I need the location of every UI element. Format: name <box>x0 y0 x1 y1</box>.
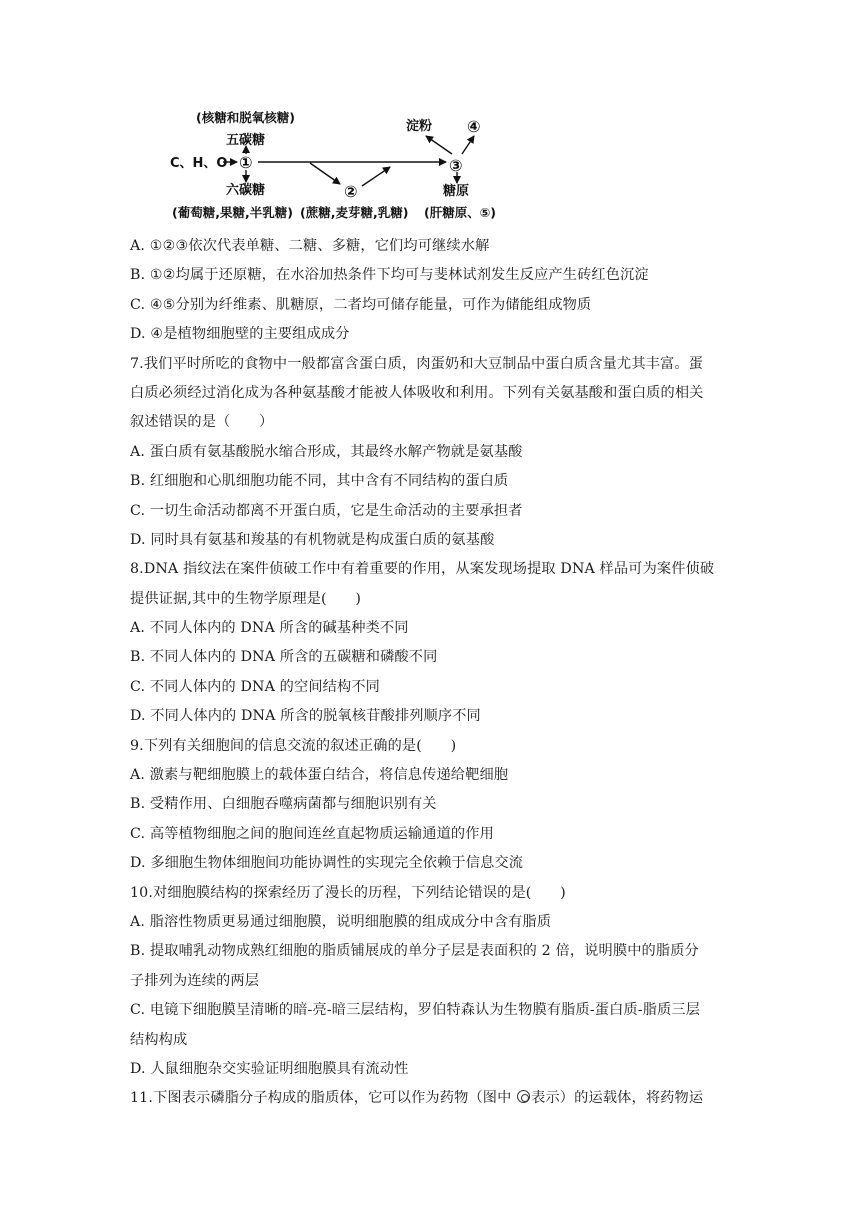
drug-symbol-icon <box>517 1090 530 1103</box>
text-line: B. 受精作用、白细胞吞噬病菌都与细胞识别有关 <box>130 796 437 813</box>
text-line: C. 电镜下细胞膜呈清晰的暗-亮-暗三层结构，罗伯特森认为生物膜有脂质-蛋白质-脂质三层 <box>130 1002 701 1019</box>
last-line-after: 表示）的运载体，将药物运 <box>531 1090 704 1107</box>
carbohydrate-diagram <box>160 104 520 226</box>
text-line: B. 提取哺乳动物成熟红细胞的脂质铺展成的单分子层是表面积的 2 倍，说明膜中的脂质分 <box>130 943 699 960</box>
text-line: 白质必须经过消化成为各种氨基酸才能被人体吸收和利用。下列有关氨基酸和蛋白质的相关 <box>130 384 704 401</box>
diagram-glycogen: 糖原 <box>443 184 470 199</box>
text-line: D. 多细胞生物体细胞间功能协调性的实现完全依赖于信息交流 <box>130 855 524 872</box>
text-line: A. ①②③依次代表单糖、二糖、多糖，它们均可继续水解 <box>130 238 490 254</box>
arrow-3-to-starch <box>426 136 452 154</box>
arrow-2-to-3 <box>362 167 390 186</box>
last-line-before: 11.下图表示磷脂分子构成的脂质体，它可以作为药物（图中 <box>130 1090 517 1107</box>
diagram-starch: 淀粉 <box>406 119 433 134</box>
text-line: C. 不同人体内的 DNA 的空间结构不同 <box>130 678 381 695</box>
text-line: 叙述错误的是（ ） <box>130 414 274 431</box>
diagram-hexose-examples: (葡萄糖,果糖,半乳糖) <box>172 205 293 220</box>
text-line: A. 蛋白质有氨基酸脱水缩合形成，其最终水解产物就是氨基酸 <box>130 443 523 460</box>
text-line: C. 高等植物细胞之间的胞间连丝直起物质运输通道的作用 <box>130 825 494 842</box>
text-line-last <box>130 1084 735 1113</box>
diagram-pentose: 五碳糖 <box>226 133 266 148</box>
text-line: 10.对细胞膜结构的探索经历了漫长的历程，下列结论错误的是( ) <box>130 884 566 901</box>
text-line: 8.DNA 指纹法在案件侦破工作中有着重要的作用，从案发现场提取 DNA 样品可为案件侦破 <box>130 561 715 578</box>
text-line: 7.我们平时所吃的食物中一般都富含蛋白质，肉蛋奶和大豆制品中蛋白质含量尤其丰富。蛋 <box>130 355 704 372</box>
diagram-elements: C、H、O <box>170 156 228 171</box>
text-line: 子排列为连续的两层 <box>130 972 260 989</box>
diagram-node-1: ① <box>239 153 253 172</box>
diagram-node-2: ② <box>344 182 358 201</box>
text-line: A. 不同人体内的 DNA 所含的碱基种类不同 <box>130 620 409 637</box>
text-line: D. ④是植物细胞壁的主要组成成分 <box>130 326 350 343</box>
text-line: B. ①②均属于还原糖，在水浴加热条件下均可与斐林试剂发生反应产生砖红色沉淀 <box>130 267 649 284</box>
text-line: 提供证据,其中的生物学原理是( ) <box>130 590 362 607</box>
arrow-1-to-2 <box>310 163 340 184</box>
text-line: B. 红细胞和心肌细胞功能不同，其中含有不同结构的蛋白质 <box>130 473 509 490</box>
text-line: 结构构成 <box>130 1031 188 1048</box>
arrow-3-to-4 <box>462 136 474 154</box>
text-line: C. ④⑤分别为纤维素、肌糖原，二者均可储存能量，可作为储能组成物质 <box>130 296 592 313</box>
question-text <box>130 232 735 1114</box>
text-line: C. 一切生命活动都离不开蛋白质，它是生命活动的主要承担者 <box>130 502 523 519</box>
text-line: A. 脂溶性物质更易通过细胞膜，说明细胞膜的组成成分中含有脂质 <box>130 913 552 930</box>
text-line: D. 不同人体内的 DNA 所含的脱氧核苷酸排列顺序不同 <box>130 708 481 725</box>
diagram-node-4: ④ <box>467 117 481 136</box>
diagram-hexose: 六碳糖 <box>226 183 266 198</box>
diagram-glycogen-examples: (肝糖原、⑤) <box>424 205 497 220</box>
carbohydrate-diagram-svg <box>160 104 520 226</box>
diagram-disaccharide-examples: (蔗糖,麦芽糖,乳糖) <box>300 205 409 220</box>
text-line: D. 人鼠细胞杂交实验证明细胞膜具有流动性 <box>130 1060 409 1077</box>
diagram-node-3: ③ <box>449 156 463 175</box>
text-line: 9.下列有关细胞间的信息交流的叙述正确的是( ) <box>130 737 457 754</box>
diagram-top-note: (核糖和脱氧核糖) <box>196 110 295 125</box>
text-line: A. 激素与靶细胞膜上的载体蛋白结合，将信息传递给靶细胞 <box>130 767 509 784</box>
text-line: D. 同时具有氨基和羧基的有机物就是构成蛋白质的氨基酸 <box>130 531 495 548</box>
text-line: B. 不同人体内的 DNA 所含的五碳糖和磷酸不同 <box>130 649 438 666</box>
